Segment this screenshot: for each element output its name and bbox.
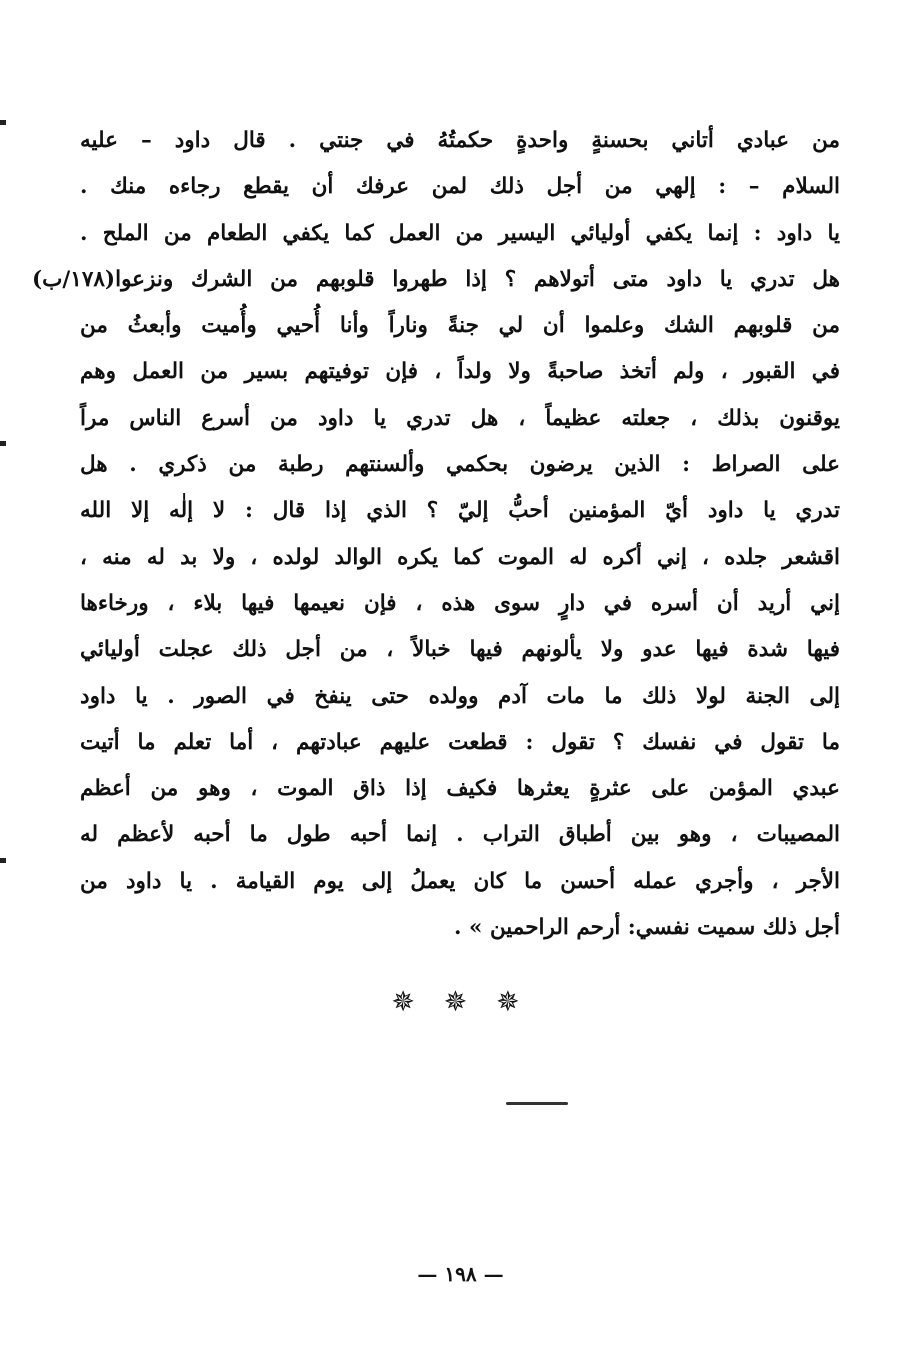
text-line-2: السلام – : إلهي من أجل ذلك لمن عرفك أن يقطع رجاءه منك . — [80, 174, 840, 200]
text-line-1: من عبادي أتاني بحسنةٍ واحدةٍ حكمتُهُ في جنتي . قال داود – عليه — [80, 128, 840, 153]
text-line-3: يا داود : إنما يكفي أوليائي اليسير من العمل كما يكفي الطعام من الملح . — [80, 220, 840, 246]
body-text — [32, 118, 840, 951]
text-line-18: أجل ذلك سميت نفسي: أرحم الراحمين » . — [454, 915, 840, 941]
scan-edge-mark — [0, 858, 6, 863]
text-line-9: تدري يا داود أيّ المؤمنين أحبُّ إليّ ؟ الذي إذا قال : لا إلٰه إلا الله — [80, 498, 840, 524]
text-line-7: يوقنون بذلك ، جعلته عظيماً ، هل تدري يا داود من أسرع الناس مراً — [80, 405, 840, 431]
text-line-13: إلى الجنة لولا ذلك ما مات آدم وولده حتى ينفخ في الصور . يا داود — [80, 683, 840, 709]
text-line-10: اقشعر جلده ، إني أكره له الموت كما يكره الوالد لولده ، ولا بد له منه ، — [80, 544, 840, 570]
page-number: — ١٩٨ — — [417, 1262, 504, 1286]
scan-scratch-mark — [506, 1102, 568, 1105]
text-line-14: ما تقول في نفسك ؟ تقول : قطعت عليهم عبادتهم ، أما تعلم ما أتيت — [80, 729, 840, 755]
text-line-8: على الصراط : الذين يرضون بحكمي وألسنتهم رطبة من ذكري . هل — [80, 452, 840, 478]
text-line-15: عبدي المؤمن على عثرةٍ يعثرها فكيف إذا ذاق الموت ، وهو من أعظم — [80, 776, 840, 802]
text-line-12: فيها شدة فيها عدو ولا يألونهم فيها خبالاً ، من أجل ذلك عجلت أوليائي — [80, 637, 840, 663]
text-line-17: الأجر ، وأجري عمله أحسن ما كان يعملُ إلى يوم القيامة . يا داود من — [80, 868, 840, 894]
scan-edge-mark — [0, 441, 6, 446]
text-line-5: من قلوبهم الشك وعلموا أن لي جنةً وناراً وأنا أُحيي وأُميت وأبعثُ من — [80, 313, 840, 339]
text-line-16: المصيبات ، وهو بين أطباق التراب . إنما أحبه طول ما أحبه لأعظم له — [80, 822, 840, 848]
text-line-11: إني أريد أن أسره في دارٍ سوى هذه ، فإن نعيمها فيها بلاء ، ورخاءها — [80, 590, 840, 616]
text-line-6: في القبور ، ولم أتخذ صاحبةً ولا ولداً ، فإن توفيتهم بسير من العمل وهم — [80, 359, 840, 385]
scan-edge-mark — [0, 120, 6, 125]
section-divider-ornaments: ✵ ✵ ✵ — [391, 985, 530, 1018]
text-line-4: هل تدري يا داود متى أتولاهم ؟ إذا طهروا قلوبهم من الشرك ونزعوا(١٧٨/ب) — [32, 266, 840, 292]
